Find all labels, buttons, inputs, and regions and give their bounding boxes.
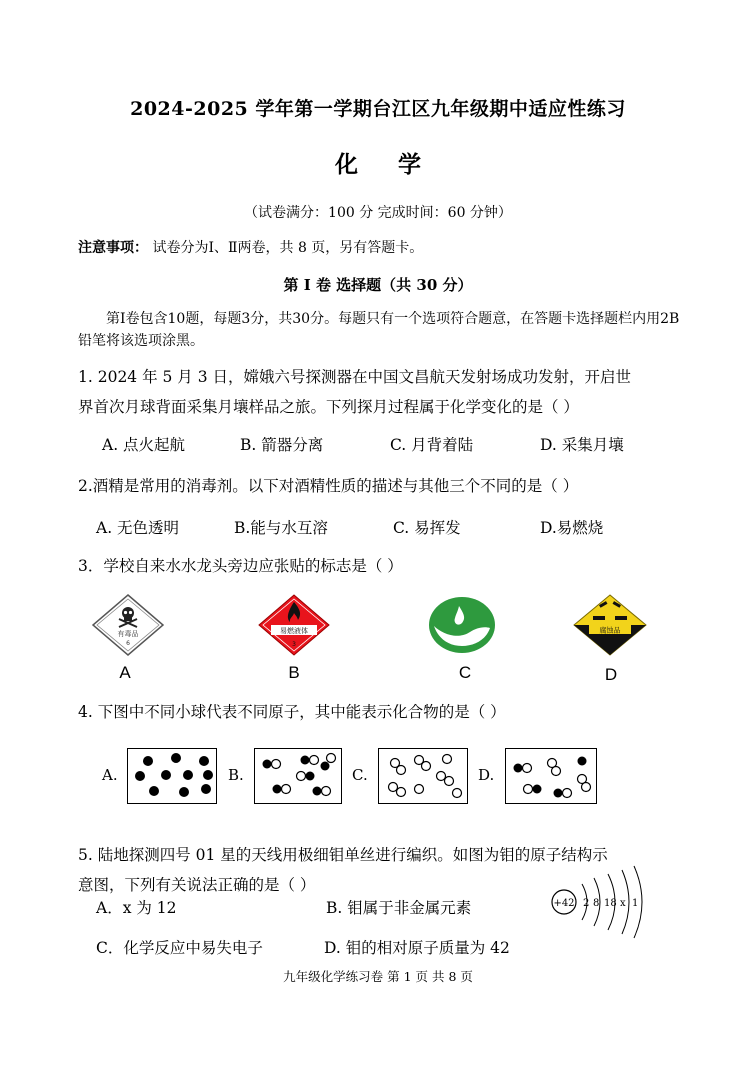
q4-box-d: [505, 748, 597, 804]
question-2: 2.酒精是常用的消毒剂。以下对酒精性质的描述与其他三个不同的是（ ）: [78, 477, 579, 495]
notice-text: 试卷分为Ⅰ、Ⅱ两卷，共 8 页，另有答题卡。: [152, 240, 424, 256]
page-footer: 九年级化学练习卷 第 1 页 共 8 页: [283, 969, 473, 984]
flammable-sign: [258, 594, 330, 656]
question-4: 4. 下图中不同小球代表不同原子，其中能表示化合物的是（ ）: [78, 703, 506, 721]
q4-label-c: C.: [352, 766, 368, 784]
corrosive-sign: [573, 594, 647, 656]
subject-title: 化学: [335, 151, 461, 178]
q2-option-d: D.易燃烧: [540, 519, 604, 537]
question-1-line2: 界首次月球背面采集月壤样品之旅。下列探月过程属于化学变化的是（ ）: [78, 398, 579, 416]
q5-option-d: D. 钼的相对原子质量为 42: [324, 939, 510, 957]
water-saving-sign: [428, 596, 496, 654]
section-intro: 第Ⅰ卷包含10题，每题3分，共30分。每题只有一个选项符合题意，在答题卡选择题栏内用2B铅笔将该选项涂黑。: [78, 311, 680, 349]
atom-shell-5: 1: [632, 898, 639, 909]
atom-shell-3: 18: [604, 898, 617, 909]
exam-title: 2024-2025 学年第一学期台江区九年级期中适应性练习: [130, 98, 626, 120]
q1-option-d: D. 采集月壤: [540, 436, 624, 454]
question-3: 3．学校自来水水龙头旁边应张贴的标志是（ ）: [78, 557, 403, 575]
toxic-sign: [92, 594, 164, 656]
atom-shell-2: 8: [593, 898, 600, 909]
molybdenum-atom-diagram: [548, 864, 654, 944]
sign-label-c: C: [458, 663, 472, 682]
question-5-line1: 5. 陆地探测四号 01 星的天线用极细钼单丝进行编织。如图为钼的原子结构示: [78, 846, 608, 864]
q4-label-d: D.: [478, 766, 495, 784]
q5-option-c: C．化学反应中易失电子: [96, 939, 263, 957]
section-title: 第 Ⅰ 卷 选择题（共 30 分）: [283, 276, 473, 294]
q2-option-b: B.能与水互溶: [234, 519, 328, 537]
q4-label-b: B.: [228, 766, 244, 784]
question-5-line2: 意图，下列有关说法正确的是（ ）: [78, 876, 316, 894]
q4-box-b: [254, 748, 342, 804]
atom-nucleus-label: +42: [553, 898, 575, 909]
q5-option-b: B. 钼属于非金属元素: [326, 899, 472, 917]
q1-option-b: B. 箭器分离: [240, 436, 324, 454]
exam-meta: （试卷满分：100 分 完成时间：60 分钟）: [244, 205, 512, 221]
q2-option-a: A. 无色透明: [96, 519, 180, 537]
toxic-sign-text: 有毒品: [117, 630, 139, 638]
notice: [78, 237, 423, 257]
q4-box-a: [127, 748, 217, 804]
q5-option-a: A．x 为 12: [96, 899, 177, 917]
flammable-sign-number: 3: [292, 641, 296, 648]
atom-shell-1: 2: [583, 898, 590, 909]
sign-label-d: D: [604, 665, 618, 684]
flammable-sign-text: 易燃液体: [280, 627, 308, 635]
q1-option-c: C. 月背着陆: [390, 436, 474, 454]
atom-shell-4: x: [620, 898, 626, 909]
toxic-sign-number: 6: [126, 640, 130, 647]
q4-label-a: A.: [102, 766, 118, 784]
q2-option-c: C. 易挥发: [393, 519, 461, 537]
sign-label-a: A: [119, 663, 131, 682]
notice-label: 注意事项：: [78, 240, 148, 256]
q1-option-a: A. 点火起航: [102, 436, 186, 454]
question-1: [78, 362, 688, 422]
sign-label-b: B: [288, 663, 300, 682]
corrosive-sign-text: 腐蚀品: [599, 626, 621, 635]
q4-box-c: [378, 748, 468, 804]
question-1-line1: 1. 2024 年 5 月 3 日，嫦娥六号探测器在中国文昌航天发射场成功发射，开启世: [78, 368, 632, 386]
